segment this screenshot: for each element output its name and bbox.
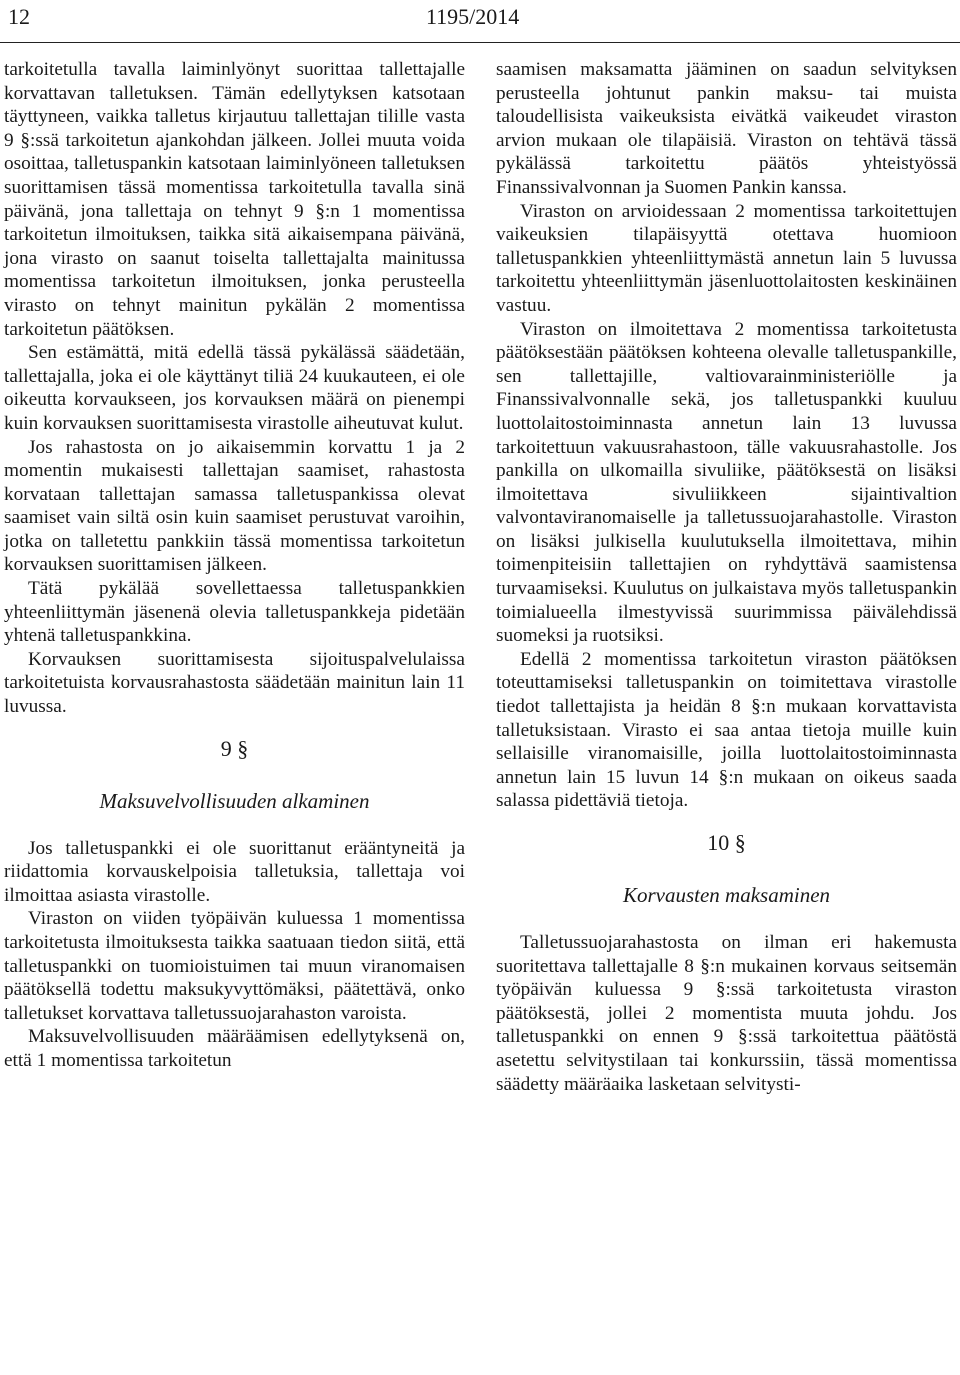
page-header <box>0 0 960 40</box>
paragraph: Jos rahastosta on jo aikaisemmin korvattu 1 ja 2 momentin mukaisesti tallettajan saamiset, rahastosta korvataan tallettajan samassa talletuspankissa olevat saamiset vain siltä osin kuin saamiset perustuvat varoihin, jotka on talletettu pankkiin tässä momentissa tarkoitetun korvauksen suorittamisen jälkeen. <box>4 436 465 576</box>
paragraph: Tätä pykälää sovellettaessa talletuspankkien yhteenliittymän jäsenenä olevia talletuspankkeja pidetään yhtenä talletuspankkina. <box>4 578 465 647</box>
header-rule <box>0 42 960 43</box>
paragraph: Viraston on arvioidessaan 2 momentissa tarkoitettujen vaikeuksien tilapäisyyttä otettava huomioon talletuspankkien yhteenliittymästä annetun lain 5 luvussa tarkoitettu yhteenliittymän jäsenluottolaitosten keskinäinen vastuu. <box>496 200 957 316</box>
right-column <box>496 58 957 1096</box>
section-title: Maksuvelvollisuuden alkaminen <box>99 788 370 813</box>
paragraph: Edellä 2 momentissa tarkoitetun viraston päätöksen toteuttamiseksi talletuspankin on toimitettava virastolle tiedot tallettajista ja heidän 8 §:n mukaan korvattavista talletuksistaan. Virasto ei saa antaa tietoja muille kuin sellaisille viranomaisille, joilla luottolaitostoiminnasta annetun lain 15 luvun 14 §:n mukaan on oikeus saada salassa pidettäviä tietoja. <box>496 648 957 812</box>
left-column <box>4 58 465 1073</box>
statute-number: 1195/2014 <box>426 4 520 29</box>
paragraph: Korvauksen suorittamisesta sijoituspalvelulaissa tarkoitetuista korvausrahastosta säädetään mainitun lain 11 luvussa. <box>4 648 465 718</box>
paragraph: Talletussuojarahastosta on ilman eri hakemusta suoritettava tallettajalle 8 §:n mukainen korvaus seitsemän työpäivän kuluessa 9 §:ssä tarkoitetusta viraston päätöksestä, jollei 2 momentista muuta johdu. Jos talletuspankki on ennen 9 §:ssä tarkoitettua päätöstä asetettu selvitystilaan tai konkurssiin, tässä momentissa säädetty määräaika lasketaan selvitysti- <box>496 932 957 1095</box>
section-number: 10 § <box>707 830 746 855</box>
paragraph: saamisen maksamatta jääminen on saadun selvityksen perusteella johtunut pankin maksu- tai muista taloudellisista vaikeuksista eivätkä vaikeudet viraston arvion mukaan ole tilapäisiä. Viraston on tehtävä tässä pykälässä tarkoitettu päätös yhteistyössä Finanssivalvonnan ja Suomen Pankin kanssa. <box>496 59 957 198</box>
section-title: Korvausten maksaminen <box>622 883 831 907</box>
paragraph: Jos talletuspankki ei ole suorittanut erääntyneitä ja riidattomia korvauskelpoisia talletuksia, tallettaja voi ilmoittaa asiasta virastolle. <box>4 837 465 906</box>
paragraph: Maksuvelvollisuuden määräämisen edellytyksenä on, että 1 momentissa tarkoitetun <box>4 1026 465 1071</box>
page-number: 12 <box>8 4 30 29</box>
section-number: 9 § <box>220 735 249 761</box>
paragraph: Viraston on viiden työpäivän kuluessa 1 momentissa tarkoitetusta ilmoituksesta taikka saatuaan tiedon siitä, että talletuspankki on tuomioistuimen tai muun viranomaisen päätöksellä todettu maksukyvyttömäksi, päätettävä, onko talletukset korvattava talletussuojarahaston varoista. <box>4 908 465 1024</box>
paragraph: Sen estämättä, mitä edellä tässä pykälässä säädetään, tallettajalla, joka ei ole käyttänyt tiliä 24 kuukauteen, ei ole oikeutta korvaukseen, jos korvauksen määrä on pienempi kuin korvauksen suorittamisesta virastolle aiheutuvat kulut. <box>4 342 465 434</box>
paragraph: Viraston on ilmoitettava 2 momentissa tarkoitetusta päätöksestään päätöksen kohteena olevalle talletuspankille, sen tallettajille, valtiovarainministeriölle ja Finanssivalvonnalle sekä, jos talletuspankki kuuluu luottolaitostoiminnasta annetun lain 13 luvussa tarkoitettuun vakuusrahastoon, tälle vakuusrahastolle. Jos pankilla on ulkomailla sivuliike, päätöksestä on lisäksi ilmoitettava sivuliikkeen sijaintivaltion valvontaviranomaiselle ja talletussuojarahastolle. Viraston on lisäksi julkisella kuulutuksella ilmoitettava, mihin toimenpiteisiin tallettajien on ryhdyttävä saamistensa turvaamiseksi. Kuulutus on julkaistava myös talletuspankin toimialueella ilmestyvissä suurimmissa päivälehdissä suomeksi ja ruotsiksi. <box>496 318 957 647</box>
paragraph: tarkoitetulla tavalla laiminlyönyt suorittaa tallettajalle korvattavan talletuksen. Tämän edellytyksen katsotaan täyttyneen, vaikka talletus kirjautuu tallettajan tilille vasta 9 §:ssä tarkoitetun ajankohdan jälkeen. Jollei muuta voida osoittaa, talletuspankin katsotaan laiminlyöneen talletuksen suorittamisen tässä momentissa tarkoitetulla tavalla sinä päivänä, jona tallettaja on tehnyt 9 §:n 1 momentissa tarkoitetun ilmoituksen, taikka sitä aikaisempana päivänä, jona virasto on saanut toiselta tallettajalta mainitussa momentissa tarkoitetun ilmoituksen, jonka perusteella virasto on tehnyt mainitun pykälän 2 momentissa tarkoitetun päätöksen. <box>4 59 465 340</box>
